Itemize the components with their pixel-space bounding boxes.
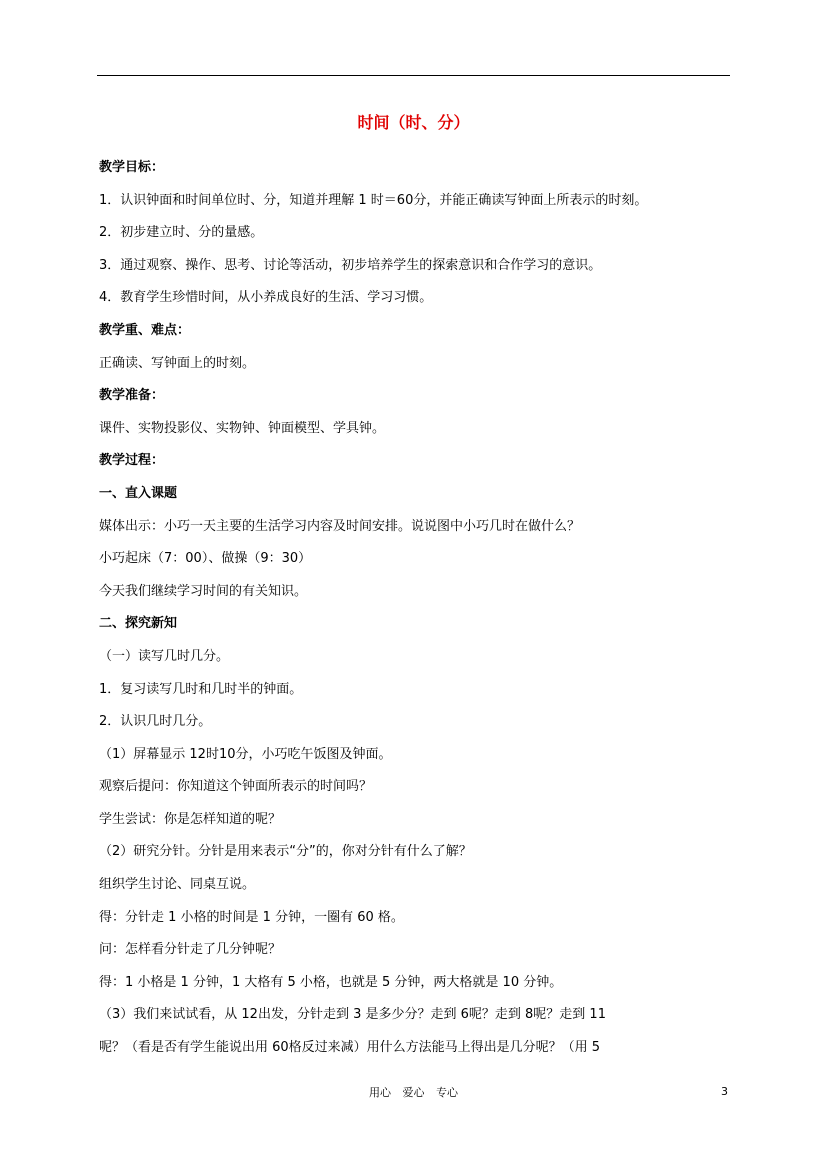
paragraph-line: 观察后提问：你知道这个钟面所表示的时间吗？ xyxy=(99,779,373,795)
paragraph-line: （2）研究分针。分针是用来表示“分”的，你对分针有什么了解？ xyxy=(99,844,472,860)
paragraph-line: 问：怎样看分针走了几分钟呢？ xyxy=(99,942,282,958)
paragraph-line: 得：分针走 1 小格的时间是 1 分钟，一圈有 60 格。 xyxy=(99,909,404,925)
paragraph-line: 2．初步建立时、分的量感。 xyxy=(99,225,264,241)
document-title: 时间（时、分） xyxy=(357,113,470,132)
header-rule xyxy=(97,75,730,76)
paragraph-line: （一）读写几时几分。 xyxy=(99,648,230,664)
paragraph-line: 正确读、写钟面上的时刻。 xyxy=(99,355,256,371)
paragraph-line: 媒体出示：小巧一天主要的生活学习内容及时间安排。说说图中小巧几时在做什么？ xyxy=(99,518,581,534)
paragraph-line: （1）屏幕显示 12时10分，小巧吃午饭图及钟面。 xyxy=(99,746,392,762)
paragraph-line: 4．教育学生珍惜时间，从小养成良好的生活、学习习惯。 xyxy=(99,290,433,306)
paragraph-line: （3）我们来试试看，从 12出发，分针走到 3 是多少分？走到 6呢？走到 8呢？走到 11 xyxy=(99,1007,606,1023)
paragraph-line: 呢？（看是否有学生能说出用 60格反过来减）用什么方法能马上得出是几分呢？（用 5 xyxy=(99,1040,601,1056)
document-body xyxy=(99,152,729,1065)
section-heading: 一、直入课题 xyxy=(99,485,178,501)
paragraph-line: 2．认识几时几分。 xyxy=(99,714,212,730)
paragraph-line: 组织学生讨论、同桌互说。 xyxy=(99,877,256,893)
section-heading: 教学目标： xyxy=(99,160,165,175)
section-heading: 教学过程： xyxy=(99,453,165,469)
paragraph-line: 学生尝试：你是怎样知道的呢？ xyxy=(99,811,282,827)
paragraph-line: 1．复习读写几时和几时半的钟面。 xyxy=(99,681,303,697)
paragraph-line: 小巧起床（7：00）、做操（9：30） xyxy=(99,551,312,567)
section-heading: 教学准备： xyxy=(99,388,165,404)
paragraph-line: 1．认识钟面和时间单位时、分，知道并理解 1 时＝60分，并能正确读写钟面上所表示的时刻。 xyxy=(99,192,648,208)
page-number: 3 xyxy=(721,1085,728,1098)
paragraph-line: 得：1 小格是 1 分钟，1 大格有 5 小格，也就是 5 分钟，两大格就是 10 分钟。 xyxy=(99,974,563,990)
paragraph-line: 今天我们继续学习时间的有关知识。 xyxy=(99,583,308,599)
section-heading: 教学重、难点： xyxy=(99,322,191,338)
footer-slogan: 用心 爱心 专心 xyxy=(369,1086,458,1099)
section-heading: 二、探究新知 xyxy=(99,616,178,632)
paragraph-line: 课件、实物投影仪、实物钟、钟面模型、学具钟。 xyxy=(99,420,386,436)
paragraph-line: 3．通过观察、操作、思考、讨论等活动，初步培养学生的探索意识和合作学习的意识。 xyxy=(99,257,602,273)
